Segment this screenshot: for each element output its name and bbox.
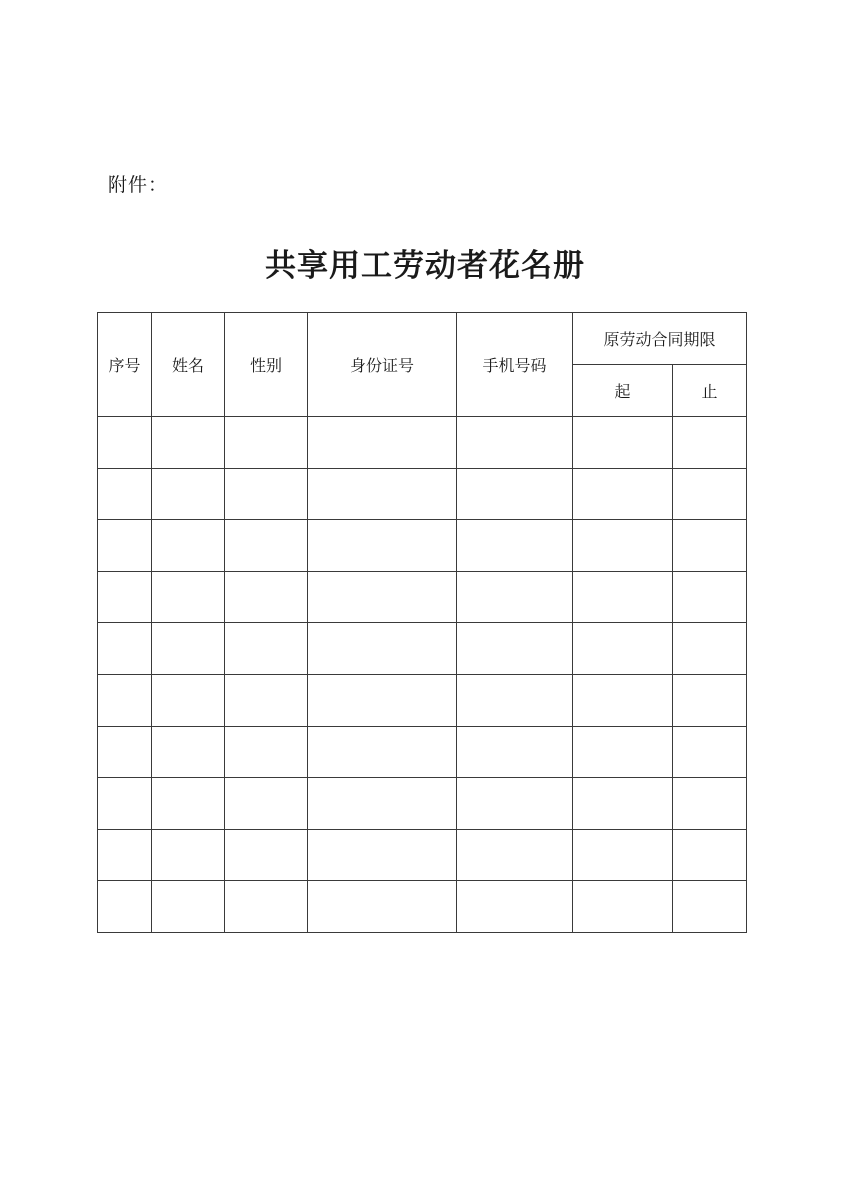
cell-phone bbox=[457, 520, 573, 572]
cell-name bbox=[152, 468, 225, 520]
cell-phone bbox=[457, 881, 573, 933]
cell-start bbox=[573, 623, 673, 675]
cell-end bbox=[673, 778, 747, 830]
col-header-start: 起 bbox=[573, 365, 673, 417]
col-header-index: 序号 bbox=[98, 313, 152, 417]
cell-phone bbox=[457, 829, 573, 881]
cell-end bbox=[673, 520, 747, 572]
cell-index bbox=[98, 571, 152, 623]
cell-id-number bbox=[308, 520, 457, 572]
table-row bbox=[98, 726, 747, 778]
document-title: 共享用工劳动者花名册 bbox=[265, 248, 585, 284]
cell-name bbox=[152, 778, 225, 830]
col-header-id-number: 身份证号 bbox=[308, 313, 457, 417]
cell-name bbox=[152, 726, 225, 778]
cell-index bbox=[98, 417, 152, 469]
table-row bbox=[98, 778, 747, 830]
cell-end bbox=[673, 417, 747, 469]
cell-index bbox=[98, 468, 152, 520]
cell-index bbox=[98, 778, 152, 830]
table-header-row bbox=[98, 313, 747, 365]
col-header-end: 止 bbox=[673, 365, 747, 417]
cell-phone bbox=[457, 571, 573, 623]
table-row bbox=[98, 623, 747, 675]
cell-gender bbox=[225, 778, 308, 830]
cell-gender bbox=[225, 520, 308, 572]
cell-index bbox=[98, 623, 152, 675]
cell-phone bbox=[457, 674, 573, 726]
cell-gender bbox=[225, 417, 308, 469]
table-row bbox=[98, 829, 747, 881]
cell-id-number bbox=[308, 726, 457, 778]
cell-name bbox=[152, 520, 225, 572]
cell-name bbox=[152, 623, 225, 675]
cell-name bbox=[152, 571, 225, 623]
cell-index bbox=[98, 726, 152, 778]
cell-index bbox=[98, 520, 152, 572]
cell-index bbox=[98, 674, 152, 726]
cell-index bbox=[98, 881, 152, 933]
cell-start bbox=[573, 778, 673, 830]
table-body bbox=[98, 417, 747, 933]
cell-start bbox=[573, 468, 673, 520]
table-row bbox=[98, 571, 747, 623]
table-row bbox=[98, 674, 747, 726]
cell-start bbox=[573, 881, 673, 933]
cell-id-number bbox=[308, 417, 457, 469]
cell-end bbox=[673, 726, 747, 778]
cell-id-number bbox=[308, 571, 457, 623]
table-row bbox=[98, 468, 747, 520]
cell-start bbox=[573, 571, 673, 623]
cell-id-number bbox=[308, 674, 457, 726]
cell-phone bbox=[457, 468, 573, 520]
cell-start bbox=[573, 726, 673, 778]
cell-name bbox=[152, 881, 225, 933]
col-header-name: 姓名 bbox=[152, 313, 225, 417]
cell-id-number bbox=[308, 829, 457, 881]
cell-phone bbox=[457, 417, 573, 469]
cell-gender bbox=[225, 674, 308, 726]
cell-index bbox=[98, 829, 152, 881]
cell-start bbox=[573, 674, 673, 726]
cell-end bbox=[673, 829, 747, 881]
table-row bbox=[98, 417, 747, 469]
cell-gender bbox=[225, 571, 308, 623]
cell-gender bbox=[225, 829, 308, 881]
cell-end bbox=[673, 571, 747, 623]
table-row bbox=[98, 520, 747, 572]
cell-start bbox=[573, 829, 673, 881]
cell-gender bbox=[225, 726, 308, 778]
table-row bbox=[98, 881, 747, 933]
cell-gender bbox=[225, 881, 308, 933]
cell-gender bbox=[225, 468, 308, 520]
cell-end bbox=[673, 881, 747, 933]
cell-end bbox=[673, 623, 747, 675]
cell-end bbox=[673, 468, 747, 520]
cell-phone bbox=[457, 778, 573, 830]
cell-end bbox=[673, 674, 747, 726]
cell-name bbox=[152, 417, 225, 469]
cell-start bbox=[573, 417, 673, 469]
cell-id-number bbox=[308, 881, 457, 933]
cell-phone bbox=[457, 623, 573, 675]
cell-id-number bbox=[308, 468, 457, 520]
col-header-contract-period: 原劳动合同期限 bbox=[573, 313, 747, 365]
cell-name bbox=[152, 674, 225, 726]
col-header-phone: 手机号码 bbox=[457, 313, 573, 417]
cell-gender bbox=[225, 623, 308, 675]
attachment-label: 附件： bbox=[108, 174, 169, 196]
cell-id-number bbox=[308, 778, 457, 830]
cell-start bbox=[573, 520, 673, 572]
cell-id-number bbox=[308, 623, 457, 675]
cell-name bbox=[152, 829, 225, 881]
col-header-gender: 性别 bbox=[225, 313, 308, 417]
cell-phone bbox=[457, 726, 573, 778]
worker-roster-table bbox=[97, 312, 747, 933]
